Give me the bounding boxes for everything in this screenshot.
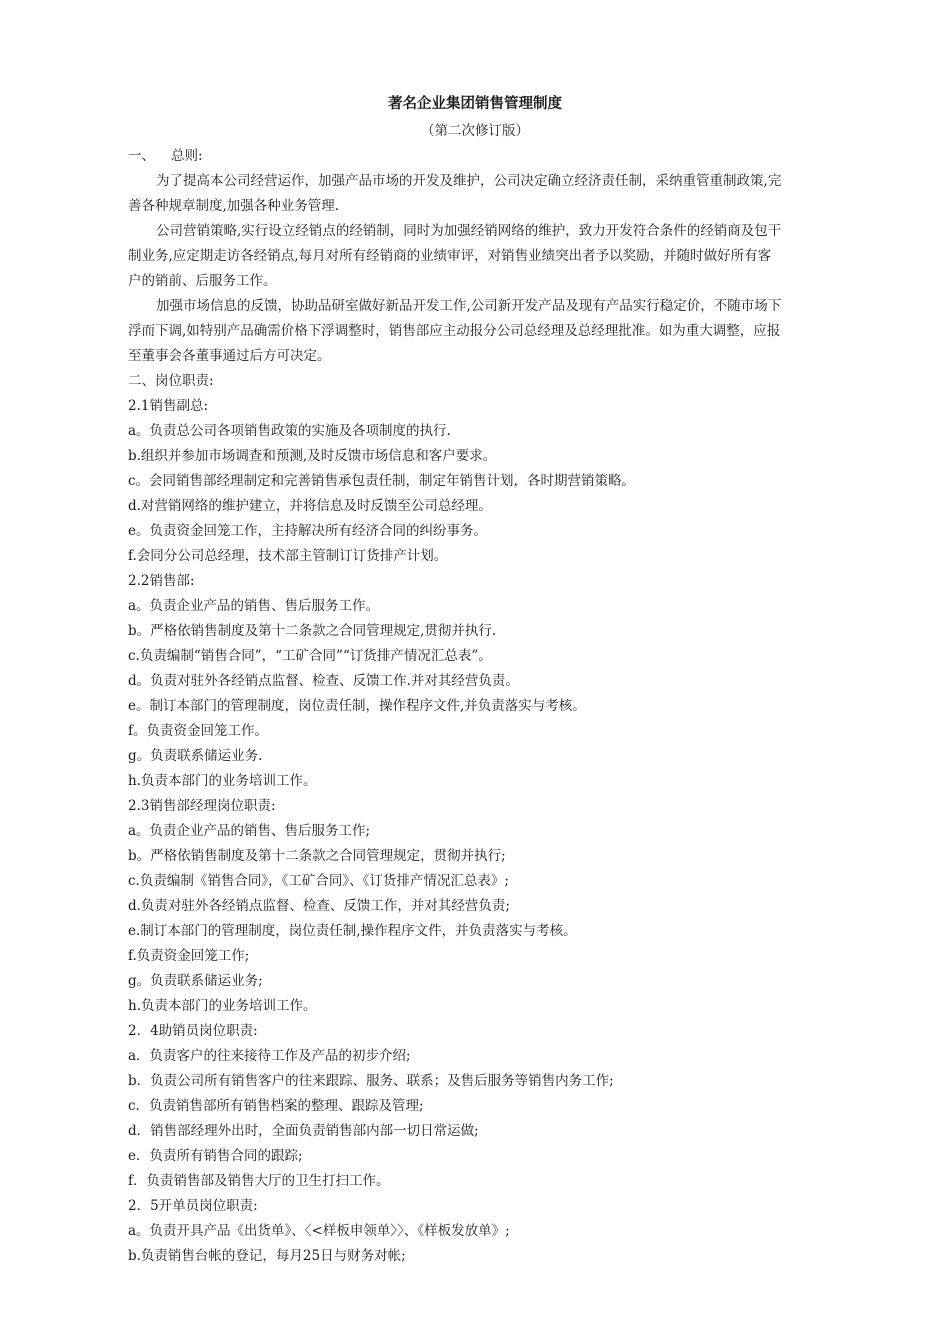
list-item: b.组织并参加市场调查和预测,及时反馈市场信息和客户要求。 — [128, 448, 497, 464]
list-item: b．负责公司所有销售客户的往来跟踪、服务、联系；及售后服务等销售内务工作; — [128, 1073, 614, 1089]
list-item: c。会同销售部经理制定和完善销售承包责任制，制定年销售计划，各时期营销策略。 — [128, 473, 636, 489]
list-item: g。负责联系储运业务. — [128, 748, 263, 764]
list-item: a．负责客户的往来接待工作及产品的初步介绍; — [128, 1048, 411, 1064]
list-item: h.负责本部门的业务培训工作。 — [128, 773, 317, 789]
section-title: 总则: — [171, 148, 203, 164]
subsection-heading: 2.1销售副总: — [128, 398, 209, 414]
paragraph-line: 浮而下调,如特别产品确需价格下浮调整时，销售部应主动报分公司总经理及总经理批准。如为重大调整，应报 — [128, 323, 781, 339]
list-item: d.负责对驻外各经销点监督、检查、反馈工作，并对其经营负责; — [128, 898, 510, 914]
list-item: g。负责联系储运业务; — [128, 973, 263, 989]
subsection-heading: 2．4助销员岗位职责: — [128, 1023, 258, 1039]
list-item: f.会同分公司总经理，技术部主管制订订货排产计划。 — [128, 548, 448, 564]
paragraph-line: 至董事会各董事通过后方可决定。 — [128, 348, 331, 364]
list-item: a。负责企业产品的销售、售后服务工作。 — [128, 598, 380, 614]
list-item: c.负责编制“销售合同”，“工矿合同”“订货排产情况汇总表”。 — [128, 648, 492, 664]
paragraph-line: 善各种规章制度,加强各种业务管理. — [128, 198, 340, 214]
list-item: f。负责资金回笼工作。 — [128, 723, 268, 739]
list-item: e。制订本部门的管理制度，岗位责任制，操作程序文件,并负责落实与考核。 — [128, 698, 586, 714]
list-item: h.负责本部门的业务培训工作。 — [128, 998, 317, 1014]
list-item: a。负责总公司各项销售政策的实施及各项制度的执行. — [128, 423, 451, 439]
list-item: c．负责销售部所有销售档案的整理、跟踪及管理; — [128, 1098, 424, 1114]
paragraph-line: 为了提高本公司经营运作，加强产品市场的开发及维护，公司决定确立经济责任制，采纳重管重制政策,完 — [156, 173, 782, 189]
paragraph-line: 制业务,应定期走访各经销点,每月对所有经销商的业绩审评，对销售业绩突出者予以奖励，并随时做好所有客 — [128, 248, 772, 264]
list-item: b。严格依销售制度及第十二条款之合同管理规定,贯彻并执行. — [128, 623, 497, 639]
section-heading: 二、岗位职责: — [128, 373, 214, 389]
subsection-heading: 2．5开单员岗位职责: — [128, 1198, 258, 1214]
document-subtitle: （第二次修订版） — [421, 123, 529, 139]
subsection-heading: 2.2销售部: — [128, 573, 195, 589]
list-item: e．负责所有销售合同的跟踪; — [128, 1148, 303, 1164]
list-item: f．负责销售部及销售大厅的卫生打扫工作。 — [128, 1173, 390, 1189]
list-item: b。严格依销售制度及第十二条款之合同管理规定，贯彻并执行; — [128, 848, 506, 864]
list-item: f.负责资金回笼工作; — [128, 948, 250, 964]
list-item: d．销售部经理外出时，全面负责销售部内部一切日常运做; — [128, 1123, 479, 1139]
list-item: c.负责编制《销售合同》，《工矿合同》、《订货排产情况汇总表》; — [128, 873, 509, 889]
paragraph-line: 公司营销策略,实行设立经销点的经销制，同时为加强经销网络的维护，致力开发符合条件的经销商及包干 — [156, 223, 782, 239]
subsection-heading: 2.3销售部经理岗位职责: — [128, 798, 276, 814]
document-body — [128, 144, 828, 1269]
paragraph-line: 加强市场信息的反馈，协助品研室做好新品开发工作,公司新开发产品及现有产品实行稳定价，不随市场下 — [156, 298, 782, 314]
section-heading — [128, 144, 828, 169]
list-item: d。负责对驻外各经销点监督、检查、反馈工作.并对其经营负责。 — [128, 673, 519, 689]
list-item: a。负责开具产品《出货单》、〈<样板申领单〉〉、《样板发放单》; — [128, 1223, 510, 1239]
document-title: 著名企业集团销售管理制度 — [388, 96, 562, 112]
paragraph-line: 户的销前、后服务工作。 — [128, 273, 277, 289]
list-item: e.制订本部门的管理制度，岗位责任制,操作程序文件，并负责落实与考核。 — [128, 923, 577, 939]
list-item: d.对营销网络的维护建立，并将信息及时反馈至公司总经理。 — [128, 498, 492, 514]
section-number: 一、 — [128, 148, 155, 164]
list-item: a。负责企业产品的销售、售后服务工作; — [128, 823, 371, 839]
list-item: b.负责销售台帐的登记，每月25日与财务对帐; — [128, 1248, 406, 1264]
list-item: e。负责资金回笼工作，主持解决所有经济合同的纠纷事务。 — [128, 523, 487, 539]
